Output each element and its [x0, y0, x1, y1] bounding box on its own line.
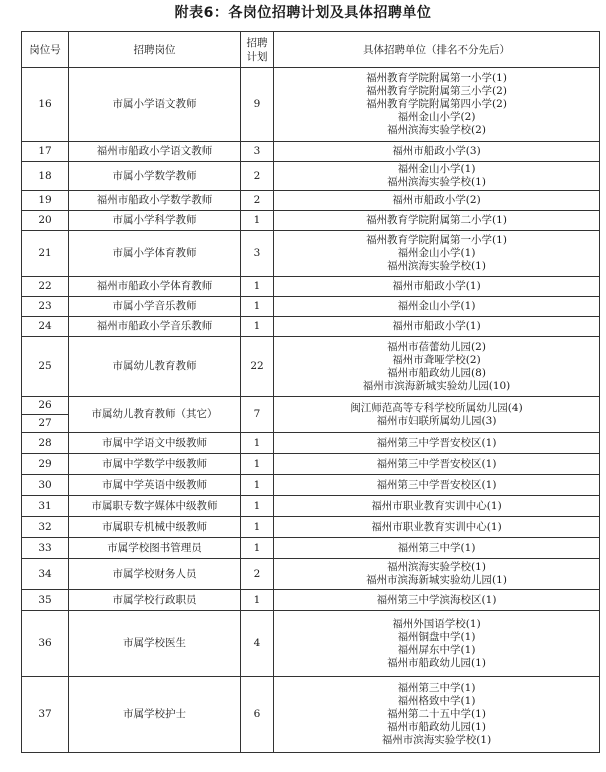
unit-item: 福州第三中学晋安校区(1) [376, 478, 497, 491]
post-id: 17 [22, 142, 69, 162]
post-plan: 1 [241, 211, 274, 231]
post-id: 19 [22, 191, 69, 211]
post-id: 23 [22, 297, 69, 317]
unit-item: 福州滨海实验学校(1) [387, 176, 486, 188]
unit-item: 福州市滨海新城实验幼儿园(10) [362, 379, 511, 392]
unit-item: 福州教育学院附属第一小学(1) [366, 234, 507, 246]
post-plan: 7 [241, 397, 274, 433]
post-id: 27 [22, 414, 68, 432]
post-id: 20 [22, 211, 69, 231]
split-ids [22, 397, 68, 432]
unit-item: 福州格致中学(1) [397, 695, 476, 707]
unit-item: 福州市船政小学(1) [392, 320, 481, 332]
post-plan: 1 [241, 538, 274, 559]
table-row [22, 231, 600, 277]
post-plan: 2 [241, 559, 274, 590]
post-name: 市属小学体育教师 [69, 231, 241, 277]
post-units [274, 211, 600, 231]
post-name: 市属学校财务人员 [69, 559, 241, 590]
table-row [22, 397, 600, 433]
post-units [274, 337, 600, 397]
table-row [22, 559, 600, 590]
table-row [22, 517, 600, 538]
table-row [22, 475, 600, 496]
unit-item: 福州市船政小学(3) [392, 145, 481, 157]
post-id: 28 [22, 433, 69, 454]
table-row [22, 496, 600, 517]
unit-item: 福州市蓓蕾幼儿园(2) [387, 340, 486, 353]
header-plan-line2: 计划 [246, 50, 268, 63]
page-title: 附表6：各岗位招聘计划及具体招聘单位 [174, 5, 432, 21]
post-plan: 1 [241, 496, 274, 517]
post-units [274, 317, 600, 337]
post-name: 市属幼儿教育教师 [69, 337, 241, 397]
post-name: 市属幼儿教育教师（其它） [69, 397, 241, 433]
unit-item: 福州市船政小学(2) [392, 194, 481, 206]
post-plan: 1 [241, 454, 274, 475]
header-plan-line1: 招聘 [246, 36, 268, 49]
post-id: 30 [22, 475, 69, 496]
post-name: 市属中学语文中级教师 [69, 433, 241, 454]
post-id: 37 [22, 677, 69, 753]
post-id: 35 [22, 590, 69, 611]
post-plan: 6 [241, 677, 274, 753]
post-id: 26 [38, 399, 52, 411]
post-plan: 2 [241, 162, 274, 191]
post-units [274, 559, 600, 590]
post-name: 市属小学数学教师 [69, 162, 241, 191]
post-name: 市属中学数学中级教师 [69, 454, 241, 475]
post-id: 21 [22, 231, 69, 277]
post-units [274, 277, 600, 297]
unit-item: 福州外国语学校(1) [392, 617, 481, 630]
post-id: 16 [22, 68, 69, 142]
table-row [22, 142, 600, 162]
table-row [22, 433, 600, 454]
post-plan: 3 [241, 231, 274, 277]
unit-item: 福州滨海实验学校(1) [387, 561, 486, 573]
post-id: 33 [22, 538, 69, 559]
post-plan: 1 [241, 317, 274, 337]
post-units [274, 611, 600, 677]
post-plan: 1 [241, 297, 274, 317]
post-name: 福州市船政小学语文教师 [69, 142, 241, 162]
unit-item: 福州市聋哑学校(2) [392, 353, 481, 366]
unit-item: 福州市船政幼儿园(8) [387, 366, 486, 379]
table-row [22, 191, 600, 211]
post-id: 31 [22, 496, 69, 517]
post-name: 福州市船政小学音乐教师 [69, 317, 241, 337]
table-row [22, 337, 600, 397]
post-id: 25 [22, 337, 69, 397]
post-name: 市属学校图书管理员 [69, 538, 241, 559]
unit-item: 福州第三中学晋安校区(1) [376, 436, 497, 449]
unit-item: 福州第三中学晋安校区(1) [376, 457, 497, 470]
post-units [274, 297, 600, 317]
table-row [22, 277, 600, 297]
post-plan: 22 [241, 337, 274, 397]
post-name: 市属学校行政职员 [69, 590, 241, 611]
post-units [274, 231, 600, 277]
post-units [274, 397, 600, 433]
table-row [22, 590, 600, 611]
post-id: 22 [22, 277, 69, 297]
post-plan: 3 [241, 142, 274, 162]
header-plan [241, 32, 274, 68]
post-units [274, 475, 600, 496]
post-id: 32 [22, 517, 69, 538]
post-name: 市属小学音乐教师 [69, 297, 241, 317]
unit-item: 福州第三中学(1) [397, 541, 476, 554]
header-id: 岗位号 [22, 32, 69, 68]
post-name: 福州市船政小学数学教师 [69, 191, 241, 211]
table-row [22, 454, 600, 475]
unit-item: 福州金山小学(1) [397, 247, 476, 259]
post-id: 36 [22, 611, 69, 677]
post-units [274, 496, 600, 517]
unit-item: 福州市滨海实验学校(1) [381, 734, 492, 746]
table-row [22, 317, 600, 337]
post-units [274, 677, 600, 753]
unit-item: 闽江师范高等专科学校所属幼儿园(4) [350, 401, 523, 414]
table-row [22, 68, 600, 142]
post-units [274, 68, 600, 142]
post-units [274, 162, 600, 191]
unit-item: 福州市妇联所属幼儿园(3) [376, 414, 497, 427]
post-units [274, 590, 600, 611]
unit-item: 福州市船政小学(1) [392, 280, 481, 292]
post-plan: 4 [241, 611, 274, 677]
table-row [22, 162, 600, 191]
unit-item: 福州教育学院附属第三小学(2) [366, 85, 507, 97]
unit-item: 福州第三中学(1) [397, 682, 476, 694]
post-plan: 1 [241, 277, 274, 297]
post-units [274, 454, 600, 475]
post-id: 24 [22, 317, 69, 337]
unit-item: 福州教育学院附属第二小学(1) [366, 214, 507, 226]
post-name: 市属中学英语中级教师 [69, 475, 241, 496]
post-id: 18 [22, 162, 69, 191]
unit-item: 福州金山小学(1) [397, 163, 476, 175]
post-name: 市属学校医生 [69, 611, 241, 677]
post-name: 市属小学科学教师 [69, 211, 241, 231]
unit-item: 福州金山小学(1) [397, 300, 476, 312]
unit-item: 福州市滨海新城实验幼儿园(1) [366, 574, 507, 586]
post-units [274, 142, 600, 162]
post-plan: 1 [241, 590, 274, 611]
unit-item: 福州金山小学(2) [397, 111, 476, 123]
header-row [22, 32, 600, 68]
post-plan: 9 [241, 68, 274, 142]
recruitment-table [21, 31, 600, 753]
table-row [22, 297, 600, 317]
unit-item: 福州教育学院附属第一小学(1) [366, 72, 507, 84]
post-name: 市属学校护士 [69, 677, 241, 753]
table-row [22, 538, 600, 559]
post-name: 市属小学语文教师 [69, 68, 241, 142]
post-units [274, 517, 600, 538]
post-plan: 1 [241, 433, 274, 454]
post-id-split [22, 397, 69, 433]
table-row [22, 611, 600, 677]
unit-item: 福州市船政幼儿园(1) [387, 721, 486, 733]
post-name: 市属职专机械中级教师 [69, 517, 241, 538]
post-plan: 1 [241, 517, 274, 538]
unit-item: 福州铜盘中学(1) [397, 630, 476, 643]
table-row [22, 677, 600, 753]
post-id: 34 [22, 559, 69, 590]
table-row [22, 211, 600, 231]
post-plan: 1 [241, 475, 274, 496]
post-units [274, 433, 600, 454]
post-units [274, 191, 600, 211]
unit-item: 福州滨海实验学校(1) [387, 260, 486, 272]
post-plan: 2 [241, 191, 274, 211]
unit-item: 福州第二十五中学(1) [387, 708, 486, 720]
unit-item: 福州第三中学滨海校区(1) [376, 593, 497, 606]
post-name: 福州市船政小学体育教师 [69, 277, 241, 297]
post-units [274, 538, 600, 559]
unit-item: 福州滨海实验学校(2) [387, 124, 486, 136]
post-name: 市属职专数字媒体中级教师 [69, 496, 241, 517]
unit-item: 福州屏东中学(1) [397, 643, 476, 656]
unit-item: 福州市船政幼儿园(1) [387, 656, 486, 669]
unit-item: 福州教育学院附属第四小学(2) [366, 98, 507, 110]
header-post: 招聘岗位 [69, 32, 241, 68]
header-units: 具体招聘单位（排名不分先后） [274, 32, 600, 68]
unit-item: 福州市职业教育实训中心(1) [371, 499, 502, 512]
post-id: 29 [22, 454, 69, 475]
unit-item: 福州市职业教育实训中心(1) [371, 520, 502, 533]
